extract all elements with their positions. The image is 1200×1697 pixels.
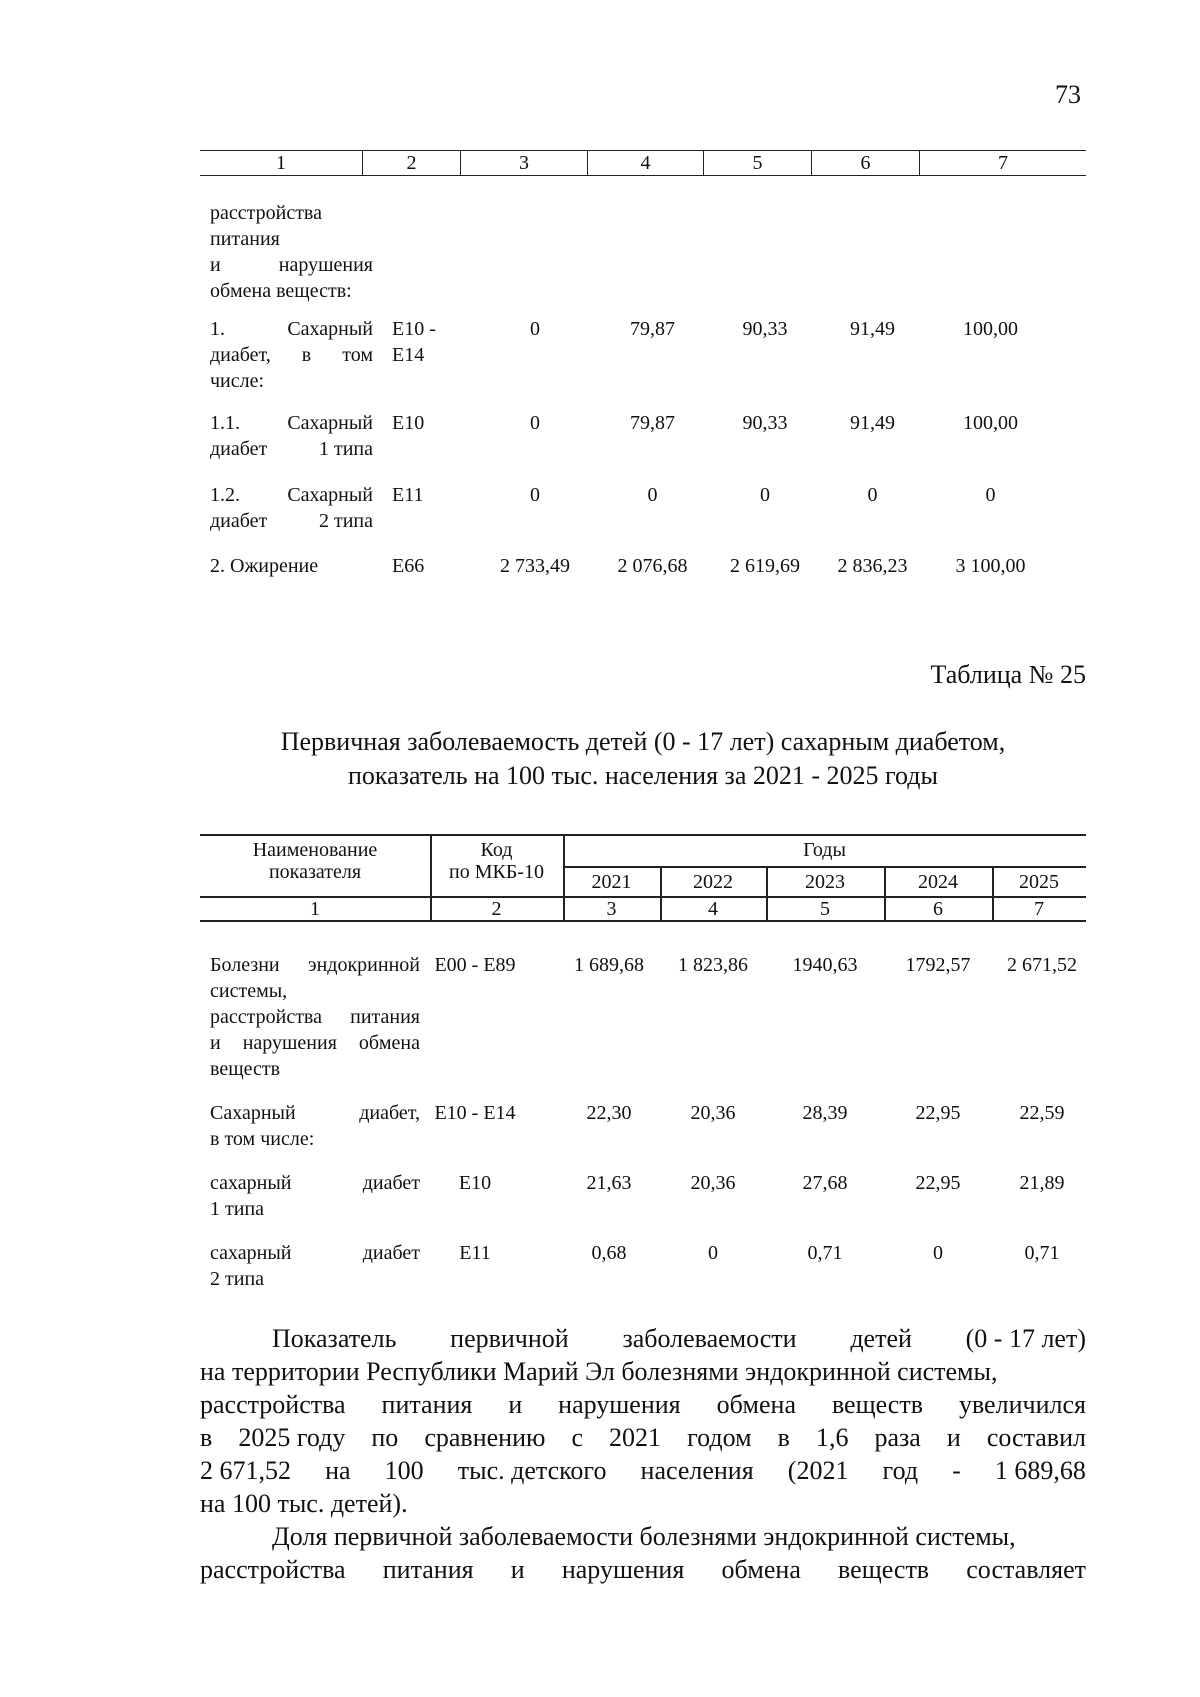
paragraph-word: в xyxy=(200,1423,213,1452)
paragraph-word: - xyxy=(952,1456,961,1485)
table2-label-line-word: диабет xyxy=(362,1172,420,1194)
table2-header-year: 2021 xyxy=(591,871,632,893)
table1-code-line: E66 xyxy=(392,555,425,577)
table2-cell: 0 xyxy=(933,1242,943,1264)
table2-label-line xyxy=(210,1100,420,1126)
paragraph-word: год xyxy=(882,1456,919,1485)
table2-cell: 21,89 xyxy=(1019,1172,1065,1194)
table1-cell: 2 076,68 xyxy=(617,555,688,577)
table1-label-line-word: Сахарный xyxy=(287,318,373,340)
table1-label-line xyxy=(210,553,373,579)
table2-label-line-word: Сахарный xyxy=(210,1102,296,1124)
paragraph-line xyxy=(200,1553,1086,1586)
body-text xyxy=(200,1322,1086,1586)
paragraph-word: 2025 году xyxy=(238,1423,346,1452)
table1-header-col-3: 3 xyxy=(461,151,588,175)
table1-cell: 0 xyxy=(530,318,540,340)
table2-header-year: 2023 xyxy=(805,871,845,893)
paragraph-line xyxy=(200,1322,1086,1355)
table2-label-line xyxy=(210,952,420,978)
table2-row-code: E00 - E89 xyxy=(434,954,516,976)
table2-cell: 22,30 xyxy=(586,1102,632,1124)
table2-label-line-word: в том числе: xyxy=(210,1128,315,1150)
table2-row-label xyxy=(210,1100,420,1152)
table2-cell: 22,59 xyxy=(1019,1102,1065,1124)
table2-cell: 20,36 xyxy=(690,1172,736,1194)
table1-label-line-word: 1.1. xyxy=(210,412,240,434)
table2-cell: 0 xyxy=(708,1242,718,1264)
paragraph-word: 100 xyxy=(384,1456,424,1485)
table1-row-code xyxy=(392,410,452,436)
table2-label-line xyxy=(210,1170,420,1196)
table1-label-line-word: 1 типа xyxy=(318,438,373,460)
table2-header-number: 4 xyxy=(708,898,718,920)
table1-code-line: E10 xyxy=(392,412,425,434)
table1-row-label xyxy=(210,316,373,394)
table1-code-line: E11 xyxy=(392,484,424,506)
table1-cell: 2 836,23 xyxy=(837,555,908,577)
table2-label-line xyxy=(210,1240,420,1266)
table2-label-line-word: диабет xyxy=(362,1242,420,1264)
paragraph-word: веществ xyxy=(831,1390,923,1419)
table1-label-line xyxy=(210,368,373,394)
paragraph-word: 2 671,52 xyxy=(200,1456,291,1485)
table2-header-year: 2025 xyxy=(1019,871,1059,893)
table2-label-line-word: сахарный xyxy=(210,1172,292,1194)
paragraph-line xyxy=(200,1421,1086,1454)
table2-cell: 21,63 xyxy=(586,1172,632,1194)
table1-row-label xyxy=(210,200,373,304)
paragraph-word: нарушения xyxy=(558,1390,681,1419)
paragraph-line xyxy=(200,1520,1086,1553)
table2-label-line xyxy=(210,1196,420,1222)
table1-label-line-word: Сахарный xyxy=(287,412,373,434)
table1-label-line xyxy=(210,436,373,462)
table2-header-code xyxy=(430,839,563,883)
paragraph-word: 1 689,68 xyxy=(994,1456,1086,1485)
table1-label-line-word: нарушения xyxy=(278,254,373,276)
table2-cell: 22,95 xyxy=(915,1102,961,1124)
table2-header-name xyxy=(200,839,430,883)
paragraph-word: и xyxy=(946,1423,961,1452)
table1-label-line-word: том xyxy=(342,344,373,366)
table-caption: Таблица № 25 xyxy=(930,660,1086,689)
table2-label-line xyxy=(210,1126,420,1152)
paragraph-word: питания xyxy=(381,1390,473,1419)
table1-label-line xyxy=(210,278,373,304)
table1-header-col-7: 7 xyxy=(998,151,1008,174)
table1-header-col-4: 4 xyxy=(588,151,704,175)
table2-label-line-word: диабет, xyxy=(359,1102,420,1124)
table1-cell: 79,87 xyxy=(630,318,675,340)
table1-label-line-word: 2 типа xyxy=(318,510,373,532)
paragraph-word: нарушения xyxy=(561,1555,685,1584)
table1-code-line: E10 - xyxy=(392,318,436,340)
table2-label-line xyxy=(210,978,420,1004)
table1-label-line xyxy=(210,482,373,508)
paragraph-word: расстройства xyxy=(200,1555,346,1584)
table2-header-code-line: Код xyxy=(480,839,513,861)
paragraph-word: сравнению xyxy=(424,1423,546,1452)
table2-label-line-word: эндокринной xyxy=(308,954,420,976)
paragraph-word: населения xyxy=(640,1456,754,1485)
paragraph-line xyxy=(200,1355,1086,1388)
table2-label-line-word: веществ xyxy=(210,1058,281,1080)
table2-cell: 0,71 xyxy=(1024,1242,1060,1264)
table1-cell: 0 xyxy=(760,484,770,506)
table2-label-line xyxy=(210,1056,420,1082)
paragraph-word: раза xyxy=(874,1423,921,1452)
table1-cell: 0 xyxy=(867,484,878,506)
table1-label-line xyxy=(210,200,373,226)
table1-cell: 0 xyxy=(530,484,540,506)
table2-header xyxy=(200,834,1086,922)
paragraph-line xyxy=(200,1388,1086,1421)
table2-cell: 1 689,68 xyxy=(574,954,644,976)
paragraph-word: и xyxy=(510,1555,525,1584)
paragraph-word: детей xyxy=(850,1324,912,1353)
table2-row-code: E10 xyxy=(458,1172,492,1194)
paragraph-word: заболеваемости xyxy=(622,1324,797,1353)
table1-row-code xyxy=(392,553,452,579)
table1-label-line-word: Сахарный xyxy=(287,484,373,506)
table2-label-line-word: 1 типа xyxy=(210,1198,265,1220)
table1-row-label xyxy=(210,553,373,579)
paragraph-word: обмена xyxy=(721,1555,801,1584)
table1-label-line-word: 1.2. xyxy=(210,484,240,506)
table2-row-label xyxy=(210,952,420,1082)
table1-label-line-word: в xyxy=(301,344,312,366)
table2-cell: 28,39 xyxy=(802,1102,848,1124)
table2-header-number: 1 xyxy=(310,898,320,920)
table1-label-line-word: расстройства xyxy=(210,202,322,224)
table2-header-year: 2024 xyxy=(918,871,958,893)
paragraph-word: обмена xyxy=(716,1390,796,1419)
table2-header-year: 2022 xyxy=(693,871,733,893)
table2-label-line xyxy=(210,1030,420,1056)
table2-header-number: 5 xyxy=(820,898,830,920)
paragraph-word: веществ xyxy=(838,1555,930,1584)
table2-label-line-word: и xyxy=(210,1032,221,1054)
paragraph-word: (2021 xyxy=(787,1456,849,1485)
table1-cell: 100,00 xyxy=(963,318,1018,340)
table1-cell: 90,33 xyxy=(742,412,788,434)
table2-cell: 22,95 xyxy=(915,1172,961,1194)
table2-header-number: 7 xyxy=(1034,898,1044,920)
paragraph-word: питания xyxy=(382,1555,474,1584)
table1-code-line: E14 xyxy=(392,344,425,366)
table2-cell: 1792,57 xyxy=(905,954,971,976)
table1-label-line xyxy=(210,316,373,342)
table2-label-line xyxy=(210,1266,420,1292)
paragraph-word: составляет xyxy=(966,1555,1086,1584)
table1-header-col-5: 5 xyxy=(704,151,812,175)
table2-header-name-line: показателя xyxy=(268,861,362,883)
table1-cell: 0 xyxy=(530,412,540,434)
page-number: 73 xyxy=(1055,80,1081,109)
table1-row-label xyxy=(210,410,373,462)
table2-label-line-word: питания xyxy=(350,1006,420,1028)
paragraph-word: 2021 xyxy=(609,1423,662,1452)
table1-cell: 3 100,00 xyxy=(955,555,1026,577)
paragraph-word: тыс. детского xyxy=(457,1456,607,1485)
table1-label-line-word: 1. xyxy=(210,318,225,340)
table2-row-code: E10 - E14 xyxy=(434,1102,516,1124)
table1-cell: 0 xyxy=(985,484,996,506)
paragraph-word: увеличился xyxy=(958,1390,1086,1419)
table2-label-line-word: обмена xyxy=(358,1032,420,1054)
table2-cell: 1 823,86 xyxy=(678,954,748,976)
table1-header-col-6: 6 xyxy=(812,151,920,175)
table2-row-code: E11 xyxy=(459,1242,491,1264)
paragraph-word: в xyxy=(777,1423,790,1452)
table2-row-label xyxy=(210,1170,420,1222)
table2-cell: 27,68 xyxy=(802,1172,848,1194)
paragraph-word: годом xyxy=(687,1423,752,1452)
table2-label-line-word: Болезни xyxy=(210,954,280,976)
table1-label-line xyxy=(210,410,373,436)
table-title-line: Первичная заболеваемость детей (0 - 17 лет) сахарным диабетом, xyxy=(280,727,1006,756)
table1-cell: 2 619,69 xyxy=(730,555,800,577)
table2-header-name-line: Наименование xyxy=(252,839,378,861)
table2-cell: 1940,63 xyxy=(792,954,858,976)
table1-header-col-1: 1 xyxy=(200,151,363,175)
table2-row-label xyxy=(210,1240,420,1292)
paragraph-word: по xyxy=(371,1423,399,1452)
table1-label-line-word: числе: xyxy=(210,370,265,392)
table1-label-line-word: 2. Ожирение xyxy=(210,555,319,577)
paragraph-line xyxy=(200,1454,1086,1487)
table2-cell: 2 671,52 xyxy=(1007,954,1077,976)
paragraph-word: Показатель xyxy=(272,1324,397,1353)
table1-row-label xyxy=(210,482,373,534)
table1-label-line-word: диабет xyxy=(210,510,268,532)
paragraph-word: на xyxy=(325,1456,351,1485)
table1-label-line-word: питания xyxy=(210,228,280,250)
table2-label-line-word: сахарный xyxy=(210,1242,292,1264)
table1-label-line xyxy=(210,342,373,368)
paragraph-word: расстройства xyxy=(200,1390,346,1419)
paragraph-word: (0 - 17 лет) xyxy=(965,1324,1086,1353)
paragraph-word: первичной xyxy=(450,1324,569,1353)
paragraph-word: с xyxy=(571,1423,583,1452)
table-title xyxy=(200,725,1086,793)
table2-cell: 0,68 xyxy=(591,1242,627,1264)
table1-cell: 100,00 xyxy=(963,412,1018,434)
table1-label-line-word: и xyxy=(210,254,221,276)
table2-label-line-word: расстройства xyxy=(210,1006,322,1028)
table2-header-number: 6 xyxy=(933,898,943,920)
table1-row-code xyxy=(392,316,452,368)
table1-label-line-word: диабет xyxy=(210,438,268,460)
table-title-line: показатель на 100 тыс. населения за 2021 - 2025 годы xyxy=(348,761,938,790)
table1-header xyxy=(200,150,1086,176)
table1-cell: 0 xyxy=(647,484,658,506)
table2-header-number: 2 xyxy=(491,898,502,920)
table2-label-line-word: нарушения xyxy=(242,1032,337,1054)
table1-cell: 91,49 xyxy=(850,318,895,340)
table2-header-years-label: Годы xyxy=(803,839,846,861)
table2-label-line-word: системы, xyxy=(210,980,288,1002)
table1-label-line-word: обмена веществ: xyxy=(210,280,352,302)
table1-label-line-word: диабет, xyxy=(210,344,271,366)
paragraph-word: Доля первичной заболеваемости болезнями эндокринной системы, xyxy=(272,1522,1016,1551)
paragraph-word: и xyxy=(508,1390,523,1419)
paragraph-last-line: на 100 тыс. детей). xyxy=(200,1489,408,1518)
table1-label-line xyxy=(210,252,373,278)
table2-cell: 0,71 xyxy=(807,1242,843,1264)
table1-row-code xyxy=(392,482,452,508)
table1-header-col-2: 2 xyxy=(363,151,461,175)
paragraph-word: на территории Республики Марий Эл болезнями эндокринной системы, xyxy=(200,1357,998,1386)
table1-label-line xyxy=(210,226,373,252)
table2-cell: 20,36 xyxy=(690,1102,736,1124)
paragraph-word: составил xyxy=(986,1423,1086,1452)
table1-cell: 91,49 xyxy=(850,412,895,434)
table2-label-line xyxy=(210,1004,420,1030)
table2-header-number: 3 xyxy=(606,898,617,920)
table2-label-line-word: 2 типа xyxy=(210,1268,265,1290)
paragraph-word: 1,6 xyxy=(815,1423,849,1452)
table1-cell: 90,33 xyxy=(742,318,788,340)
table1-cell: 2 733,49 xyxy=(500,555,570,577)
table1-cell: 79,87 xyxy=(630,412,675,434)
table2-header-code-line: по МКБ-10 xyxy=(449,861,544,883)
table1-label-line xyxy=(210,508,373,534)
